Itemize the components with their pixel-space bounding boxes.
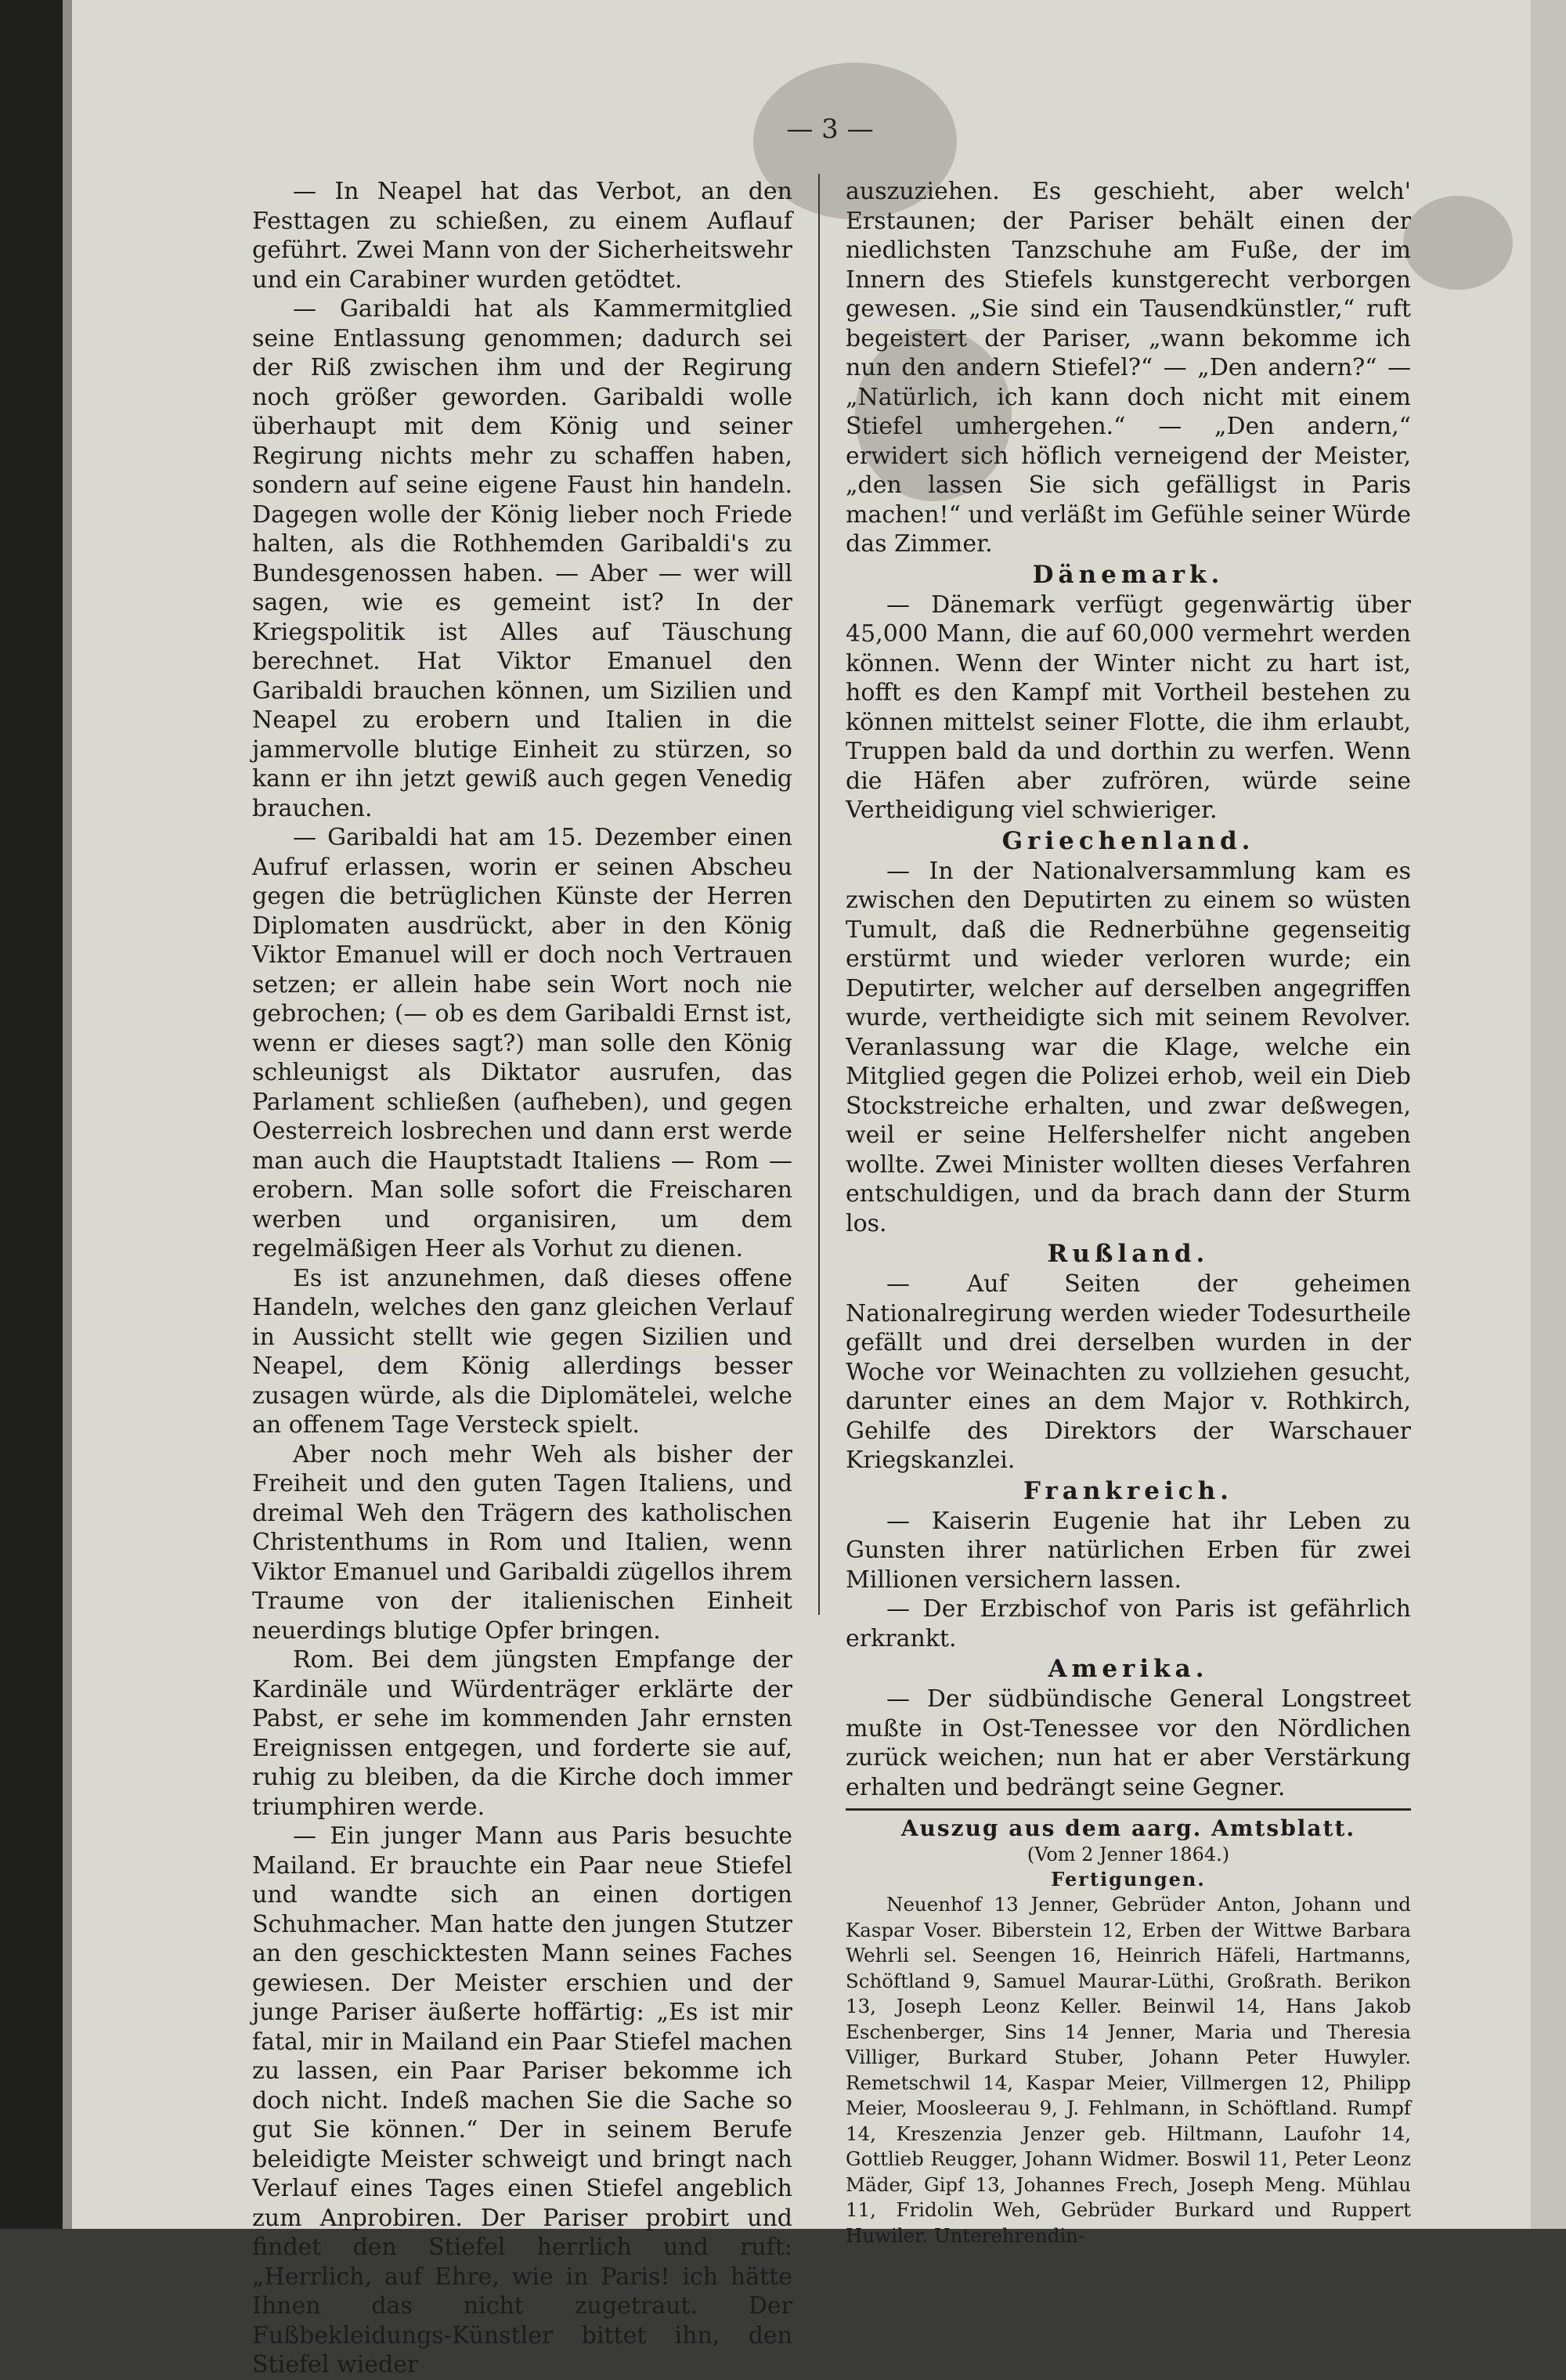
article-paragraph: Es ist anzunehmen, daß dieses offene Handeln, welches den ganz gleichen Verlauf in Aussicht stellt wie gegen Sizilien und Neapel, dem König allerdings besser zusagen würde, als die Diplomätelei, welche an offenem Tage Versteck spielt.: [252, 1264, 792, 1439]
binding-gutter: [0, 0, 63, 2229]
section-heading-amerika: Amerika.: [1048, 1655, 1209, 1683]
article-paragraph: — Der Erzbischof von Paris ist gefährlich erkrankt.: [846, 1595, 1411, 1652]
column-divider: [818, 174, 820, 1615]
article-paragraph: — Kaiserin Eugenie hat ihr Leben zu Gunsten ihrer natürlichen Erben für zwei Millionen versichern lassen.: [846, 1507, 1411, 1594]
notice-title: Auszug aus dem aarg. Amtsblatt.: [900, 1815, 1356, 1841]
article-paragraph: Aber noch mehr Weh als bisher der Freiheit und den guten Tagen Italiens, und dreimal Weh den Trägern des katholischen Christenthums in Rom und Italien, wenn Viktor Emanuel und Garibaldi zügellos ihrem Traume von der italienischen Einheit neuerdings blutige Opfer bringen.: [252, 1440, 792, 1645]
notice-body: Neuenhof 13 Jenner, Gebrüder Anton, Johann und Kaspar Voser. Biberstein 12, Erben der Wittwe Barbara Wehrli sel. Seengen 16, Heinrich Häfeli, Hartmanns, Schöftland 9, Samuel Maurar-Lüthi, Großrath. Berikon 13, Joseph Leonz Keller. Beinwil 14, Hans Jakob Eschenberger, Sins 14 Jenner, Maria und Theresia Villiger, Burkard Stuber, Johann Peter Huwyler. Remetschwil 14, Kaspar Meier, Villmergen 12, Philipp Meier, Moosleerau 9, J. Fehlmann, in Schöftland. Rumpf 14, Kreszenzia Jenzer geb. Hiltmann, Laufohr 14, Gottlieb Reugger, Johann Widmer. Boswil 11, Peter Leonz Mäder, Gipf 13, Johannes Frech, Joseph Meng. Mühlau 11, Fridolin Weh, Gebrüder Burkard und Ruppert Huwiler. Unterehrendin-: [846, 1893, 1411, 2247]
section-heading-russland: Rußland.: [1047, 1240, 1210, 1268]
notice-date: (Vom 2 Jenner 1864.): [1027, 1844, 1230, 1865]
article-paragraph: — Garibaldi hat als Kammermitglied seine Entlassung genommen; dadurch sei der Riß zwischen ihm und der Regirung noch größer geworden. Garibaldi wolle überhaupt mit dem König und seiner Regirung nichts mehr zu schaffen haben, sondern auf seine eigene Faust hin handeln. Dagegen wolle der König lieber noch Friede halten, als die Rothhemden Garibaldi's zu Bundesgenossen haben. — Aber — wer will sagen, wie es gemeint ist? In der Kriegspolitik ist Alles auf Täuschung berechnet. Hat Viktor Emanuel den Garibaldi brauchen können, um Sizilien und Neapel zu erobern und Italien in die jammervolle blutige Einheit zu stürzen, so kann er ihn jetzt gewiß auch gegen Venedig brauchen.: [252, 295, 792, 822]
section-heading-griechenland: Griechenland.: [1001, 826, 1255, 855]
article-paragraph: — In Neapel hat das Verbot, an den Festtagen zu schießen, zu einem Auflauf geführt. Zwei Mann von der Sicherheitswehr und ein Carabiner wurden getödtet.: [252, 178, 792, 294]
article-paragraph: — In der Nationalversammlung kam es zwischen den Deputirten zu einem so wüsten Tumult, daß die Rednerbühne gegenseitig erstürmt und wieder verloren wurde; ein Deputirter, welcher auf derselben angegriffen wurde, vertheidigte sich mit seinem Revolver. Veranlassung war die Klage, welche ein Mitglied gegen die Polizei erhob, weil ein Dieb Stockstreiche erhalten, und zwar deßwegen, weil er seine Helfershelfer nicht angeben wollte. Zwei Minister wollten dieses Verfahren entschuldigen, und da brach dann der Sturm los.: [846, 857, 1411, 1237]
article-paragraph: — Der südbündische General Longstreet mußte in Ost-Tenessee vor den Nördlichen zurück weichen; nun hat er aber Verstärkung erhalten und bedrängt seine Gegner.: [846, 1685, 1411, 1801]
left-column: [252, 177, 792, 2380]
section-heading-daenemark: Dänemark.: [1032, 560, 1225, 589]
article-paragraph: Rom. Bei dem jüngsten Empfange der Kardinäle und Würdenträger erklärte der Pabst, er sehe im kommenden Jahr ernsten Ereignissen entgegen, und forderte sie auf, ruhig zu bleiben, da die Kirche doch immer triumphiren werde.: [252, 1646, 792, 1821]
article-paragraph: auszuziehen. Es geschieht, aber welch' Erstaunen; der Pariser behält einen der niedlichsten Tanzschuhe am Fuße, der im Innern des Stiefels kunstgerecht verborgen gewesen. „Sie sind ein Tausendkünstler,“ ruft begeistert der Pariser, „wann bekomme ich nun den andern Stiefel?“ — „Den andern?“ — „Natürlich, ich kann doch nicht mit einem Stiefel umhergehen.“ — „Den andern,“ erwidert sich höflich verneigend der Meister, „den lassen Sie sich gefälligst in Paris machen!“ und verläßt im Gefühle seiner Würde das Zimmer.: [846, 178, 1411, 558]
notice-rule: [846, 1808, 1411, 1811]
page-number: — 3 —: [786, 114, 874, 145]
article-paragraph: — Garibaldi hat am 15. Dezember einen Aufruf erlassen, worin er seinen Abscheu gegen die betrüglichen Künste der Herren Diplomaten ausdrückt, aber in den König Viktor Emanuel will er doch noch Vertrauen setzen; er allein habe sein Wort noch nie gebrochen; (— ob es dem Garibaldi Ernst ist, wenn er dieses sagt?) man solle den König schleunigst als Diktator ausrufen, das Parlament schließen (aufheben), und gegen Oesterreich losbrechen und dann erst werde man auch die Hauptstadt Italiens — Rom — erobern. Man solle sofort die Freischaren werben und organisiren, um dem regelmäßigen Heer als Vorhut zu dienen.: [252, 824, 792, 1262]
article-paragraph: — Auf Seiten der geheimen Nationalregirung werden wieder Todesurtheile gefällt und drei derselben wurden in der Woche vor Weinachten zu vollziehen gesucht, darunter eines an dem Major v. Rothkirch, Gehilfe des Direktors der Warschauer Kriegskanzlei.: [846, 1270, 1411, 1474]
article-paragraph: — Ein junger Mann aus Paris besuchte Mailand. Er brauchte ein Paar neue Stiefel und wandte sich an einen dortigen Schuhmacher. Man hatte den jungen Stutzer an den geschicktesten Mann seines Faches gewiesen. Der Meister erschien und der junge Pariser äußerte hoffärtig: „Es ist mir fatal, mir in Mailand ein Paar Stiefel machen zu lassen, ein Paar Pariser bekomme ich doch nicht. Indeß machen Sie die Sache so gut Sie können.“ Der in seinem Berufe beleidigte Meister schweigt und bringt nach Verlauf eines Tages einen Stiefel angeblich zum Anprobiren. Der Pariser probirt und findet den Stiefel herrlich und ruft: „Herrlich, auf Ehre, wie in Paris! ich hätte Ihnen das nicht zugetraut. Der Fußbekleidungs-Künstler bittet ihn, den Stiefel wieder: [252, 1822, 792, 2378]
book-spine: [63, 0, 72, 2229]
right-column: [846, 177, 1411, 2248]
notice-subtitle: Fertigungen.: [1051, 1868, 1206, 1891]
article-paragraph: — Dänemark verfügt gegenwärtig über 45,000 Mann, die auf 60,000 vermehrt werden können. Wenn der Winter nicht zu hart ist, hofft es den Kampf mit Vortheil bestehen zu können mittelst seiner Flotte, die ihm erlaubt, Truppen bald da und dorthin zu werfen. Wenn die Häfen aber zufrören, würde seine Vertheidigung viel schwieriger.: [846, 590, 1411, 824]
page-edge: [1531, 0, 1566, 2229]
section-heading-frankreich: Frankreich.: [1023, 1476, 1233, 1505]
water-stain: [1403, 196, 1513, 290]
